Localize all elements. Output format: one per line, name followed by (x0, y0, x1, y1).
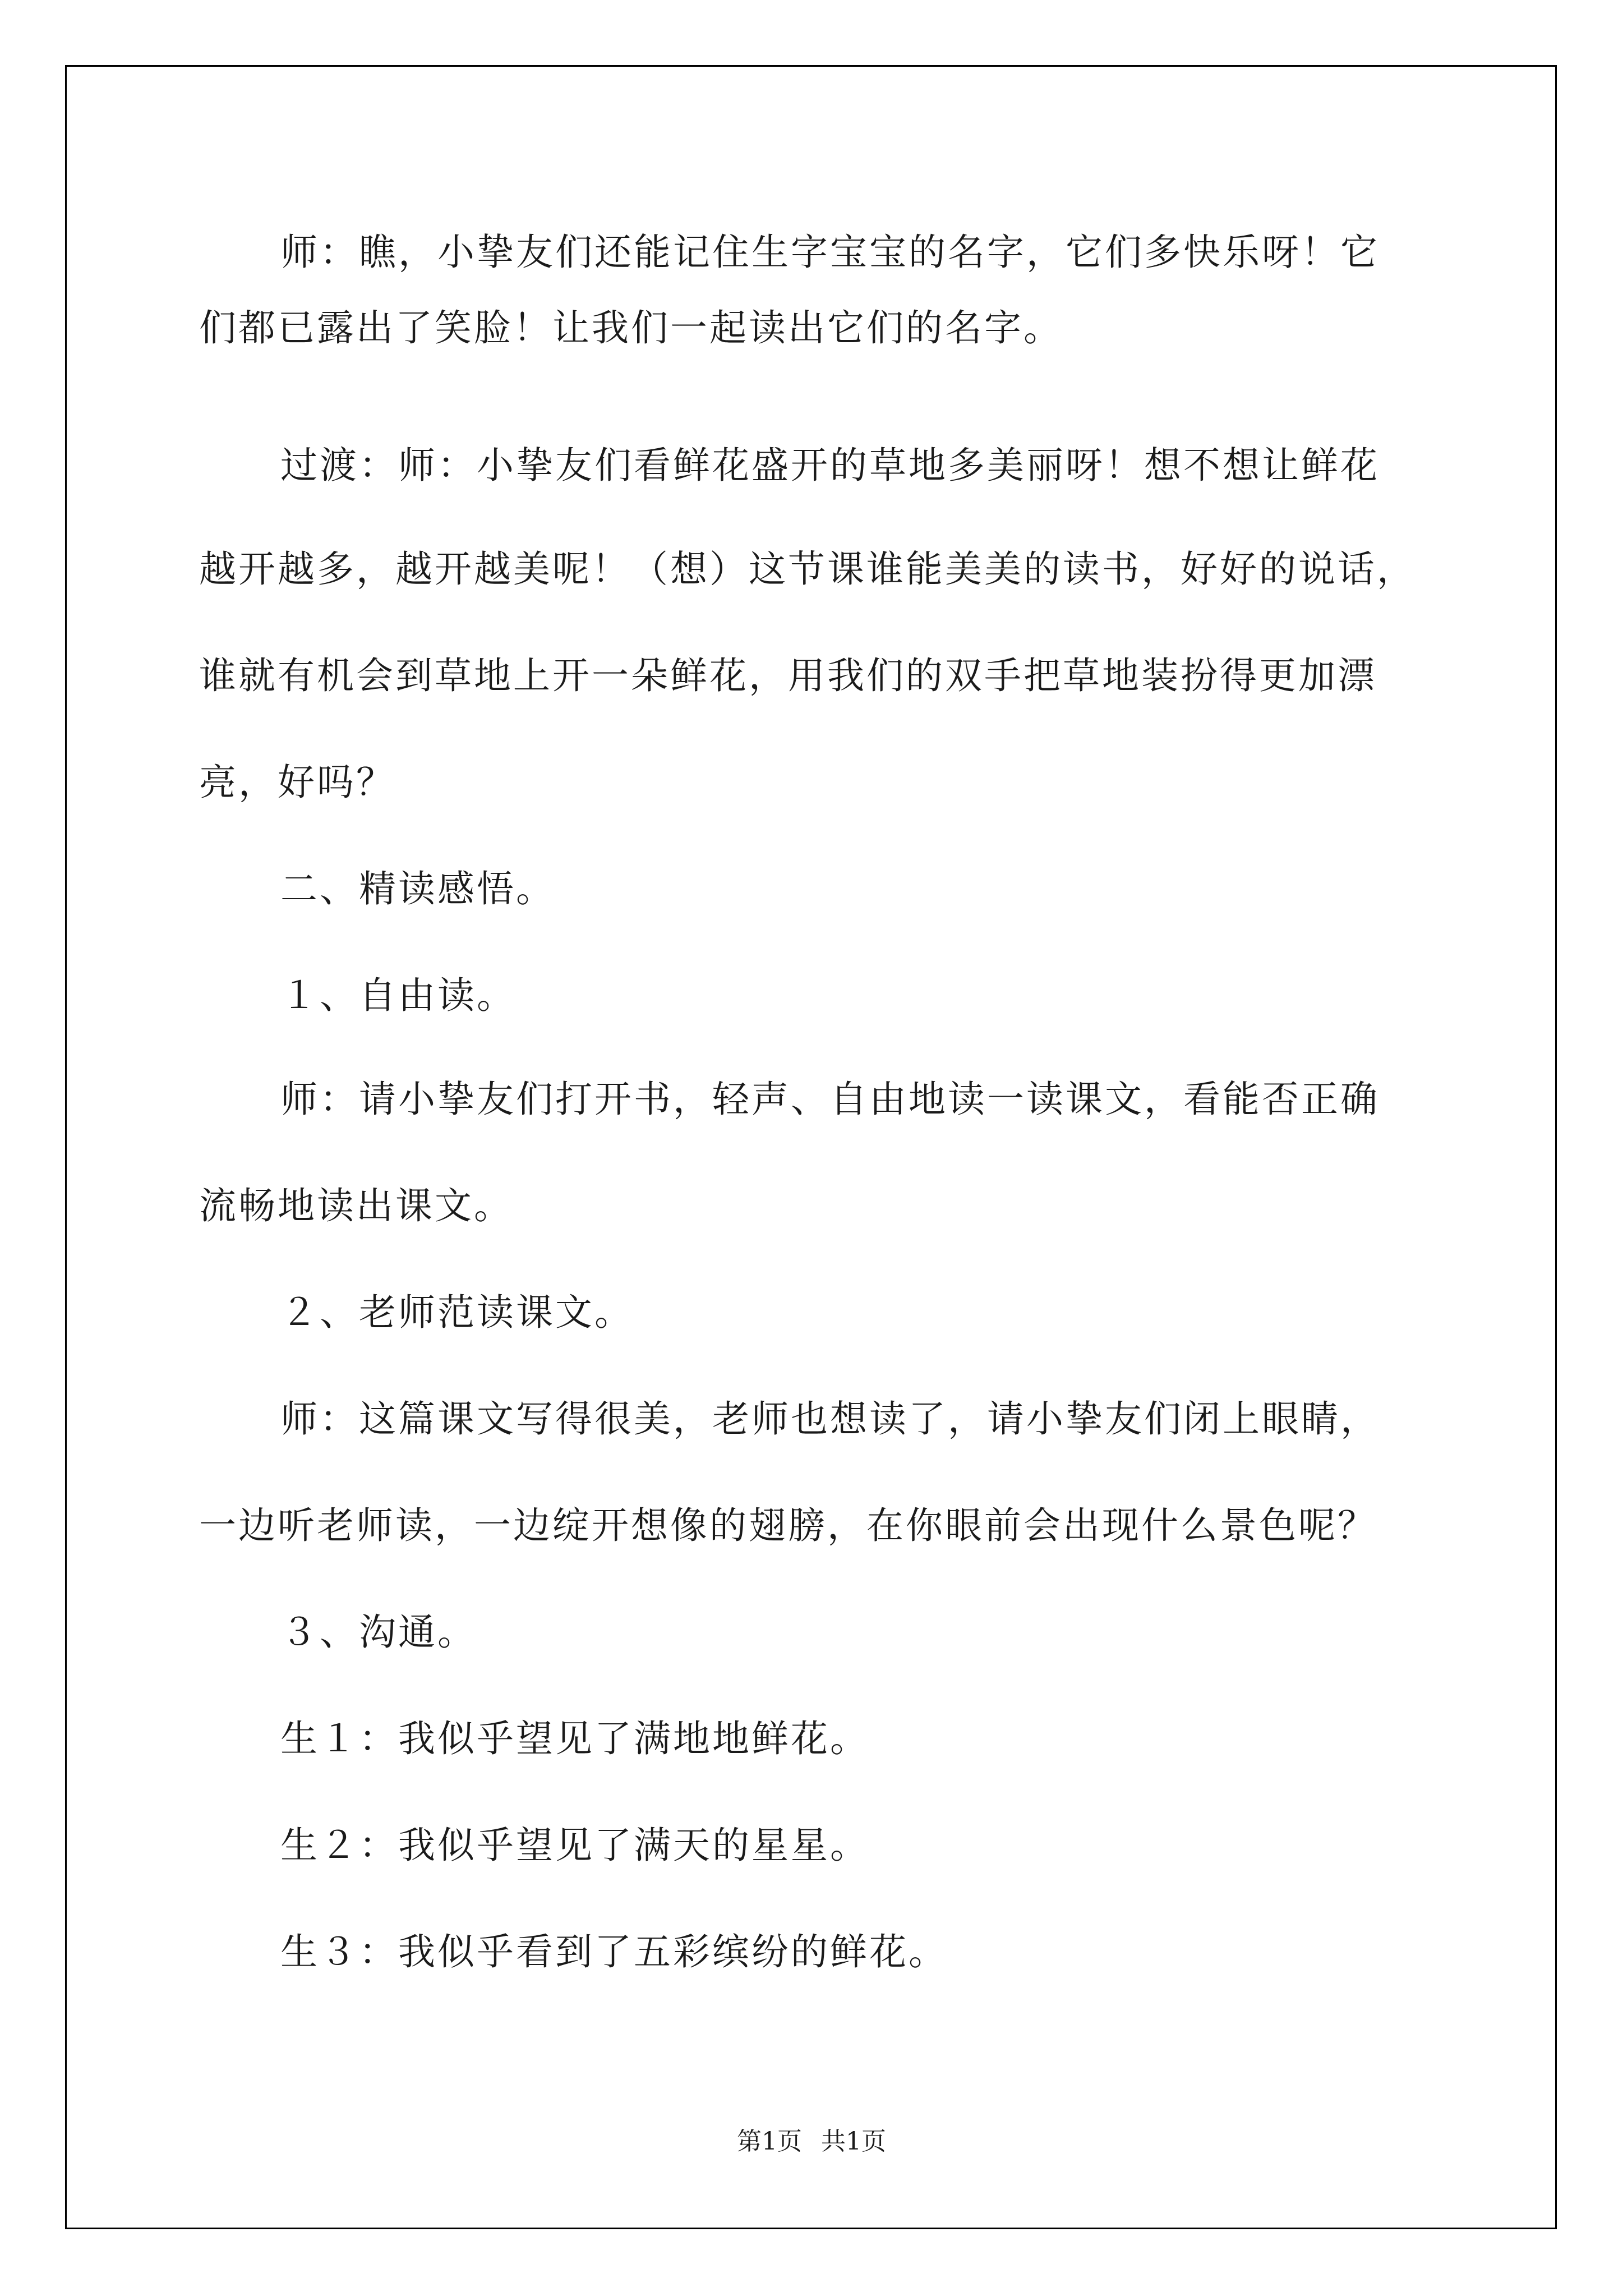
paragraph-line: 过渡：师：小挚友们看鲜花盛开的草地多美丽呀！想不想让鲜花 (280, 444, 1380, 487)
paragraph-line: 一边听老师读，一边绽开想像的翅膀，在你眼前会出现什么景色呢？ (199, 1504, 1377, 1547)
paragraph-line: 亮，好吗？ (199, 761, 395, 804)
page-footer (0, 2126, 1623, 2157)
paragraph-line: 师：瞧，小挚友们还能记住生字宝宝的名字，它们多快乐呀！它 (280, 231, 1380, 274)
paragraph-line: 流畅地读出课文。 (199, 1184, 513, 1227)
list-item: ２、老师范读课文。 (280, 1291, 634, 1334)
paragraph-line: 们都已露出了笑脸！让我们一起读出它们的名字。 (199, 306, 1063, 349)
paragraph-line: 师：这篇课文写得很美，老师也想读了，请小挚友们闭上眼睛， (280, 1397, 1380, 1441)
page-number-current: 第1页 (737, 2127, 802, 2156)
page-border (65, 65, 1557, 2229)
paragraph-line: 生２：我似乎望见了满天的星星。 (280, 1824, 869, 1867)
section-heading: 二、精读感悟。 (280, 867, 555, 910)
paragraph-line: 师：请小挚友们打开书，轻声、自由地读一读课文，看能否正确 (280, 1078, 1380, 1121)
paragraph-line: 生１：我似乎望见了满地地鲜花。 (280, 1717, 869, 1760)
paragraph-line: 越开越多，越开越美呢！（想）这节课谁能美美的读书，好好的说话， (199, 547, 1416, 591)
list-item: ３、沟通。 (280, 1611, 477, 1654)
paragraph-line: 谁就有机会到草地上开一朵鲜花，用我们的双手把草地装扮得更加漂 (199, 654, 1377, 697)
list-item: １、自由读。 (280, 974, 516, 1017)
paragraph-line: 生３：我似乎看到了五彩缤纷的鲜花。 (280, 1930, 948, 1973)
page-number-total: 共1页 (821, 2127, 886, 2156)
